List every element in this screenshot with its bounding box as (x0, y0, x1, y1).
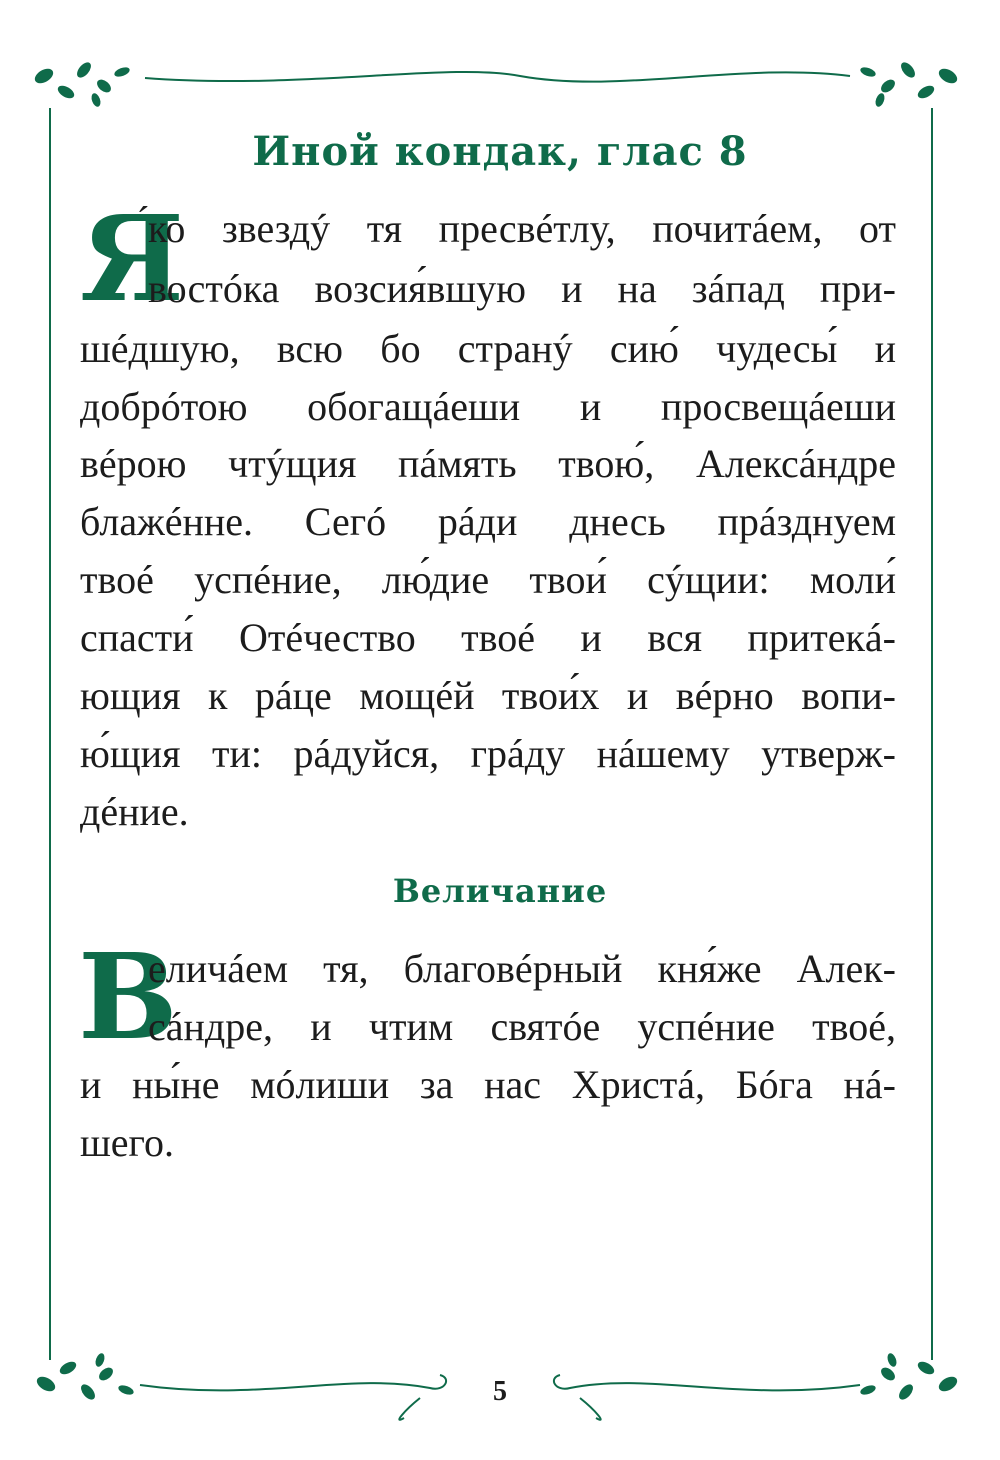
body-line: ющия к рáце мощéй твои́х и вéрно вопи- (80, 673, 896, 718)
body-line: ю́щия ти: рáдуйся, грáду нáшему утверж- (80, 731, 896, 776)
drop-cap-ya: Я (80, 189, 185, 328)
body-line: шéдшую, всю бо странý сию́ чудесы́ и (80, 326, 896, 371)
body-line: шего. (80, 1120, 174, 1165)
body-line: дéние. (80, 789, 189, 834)
body-line: востóка возсия́вшую и на зáпад при- (148, 266, 896, 311)
body-line: добрóтою обогащáеши и просвещáеши (80, 384, 896, 429)
body-line: спасти́ Отéчество твоé и вся притекá- (80, 615, 896, 660)
body-line: ́ко звездý тя пресвéтлу, почитáем, от (148, 206, 896, 251)
body-line: и ны́не мóлиши за нас Христá, Бóга нá- (80, 1062, 896, 1107)
body-line: еличáем тя, благовéрный кня́же Алек- (148, 946, 896, 991)
kontakion-heading: Иной кондак, глас 8 (252, 128, 748, 175)
body-line: сáндре, и чтим святóе успéние твоé, (148, 1004, 896, 1049)
vine-corner-ornament (32, 60, 131, 108)
page-number: 5 (493, 1376, 507, 1407)
drop-cap-ve: В (78, 927, 178, 1066)
body-line: блажéнне. Сегó рáди днесь прáзднуем (80, 499, 896, 544)
body-line: вéрою чтýщия пáмять твою́, Алексáндре (80, 441, 896, 486)
body-line: твоé успéние, лю́дие твои́ сýщии: моли́ (80, 557, 896, 602)
magnification-heading: Величание (392, 872, 608, 910)
